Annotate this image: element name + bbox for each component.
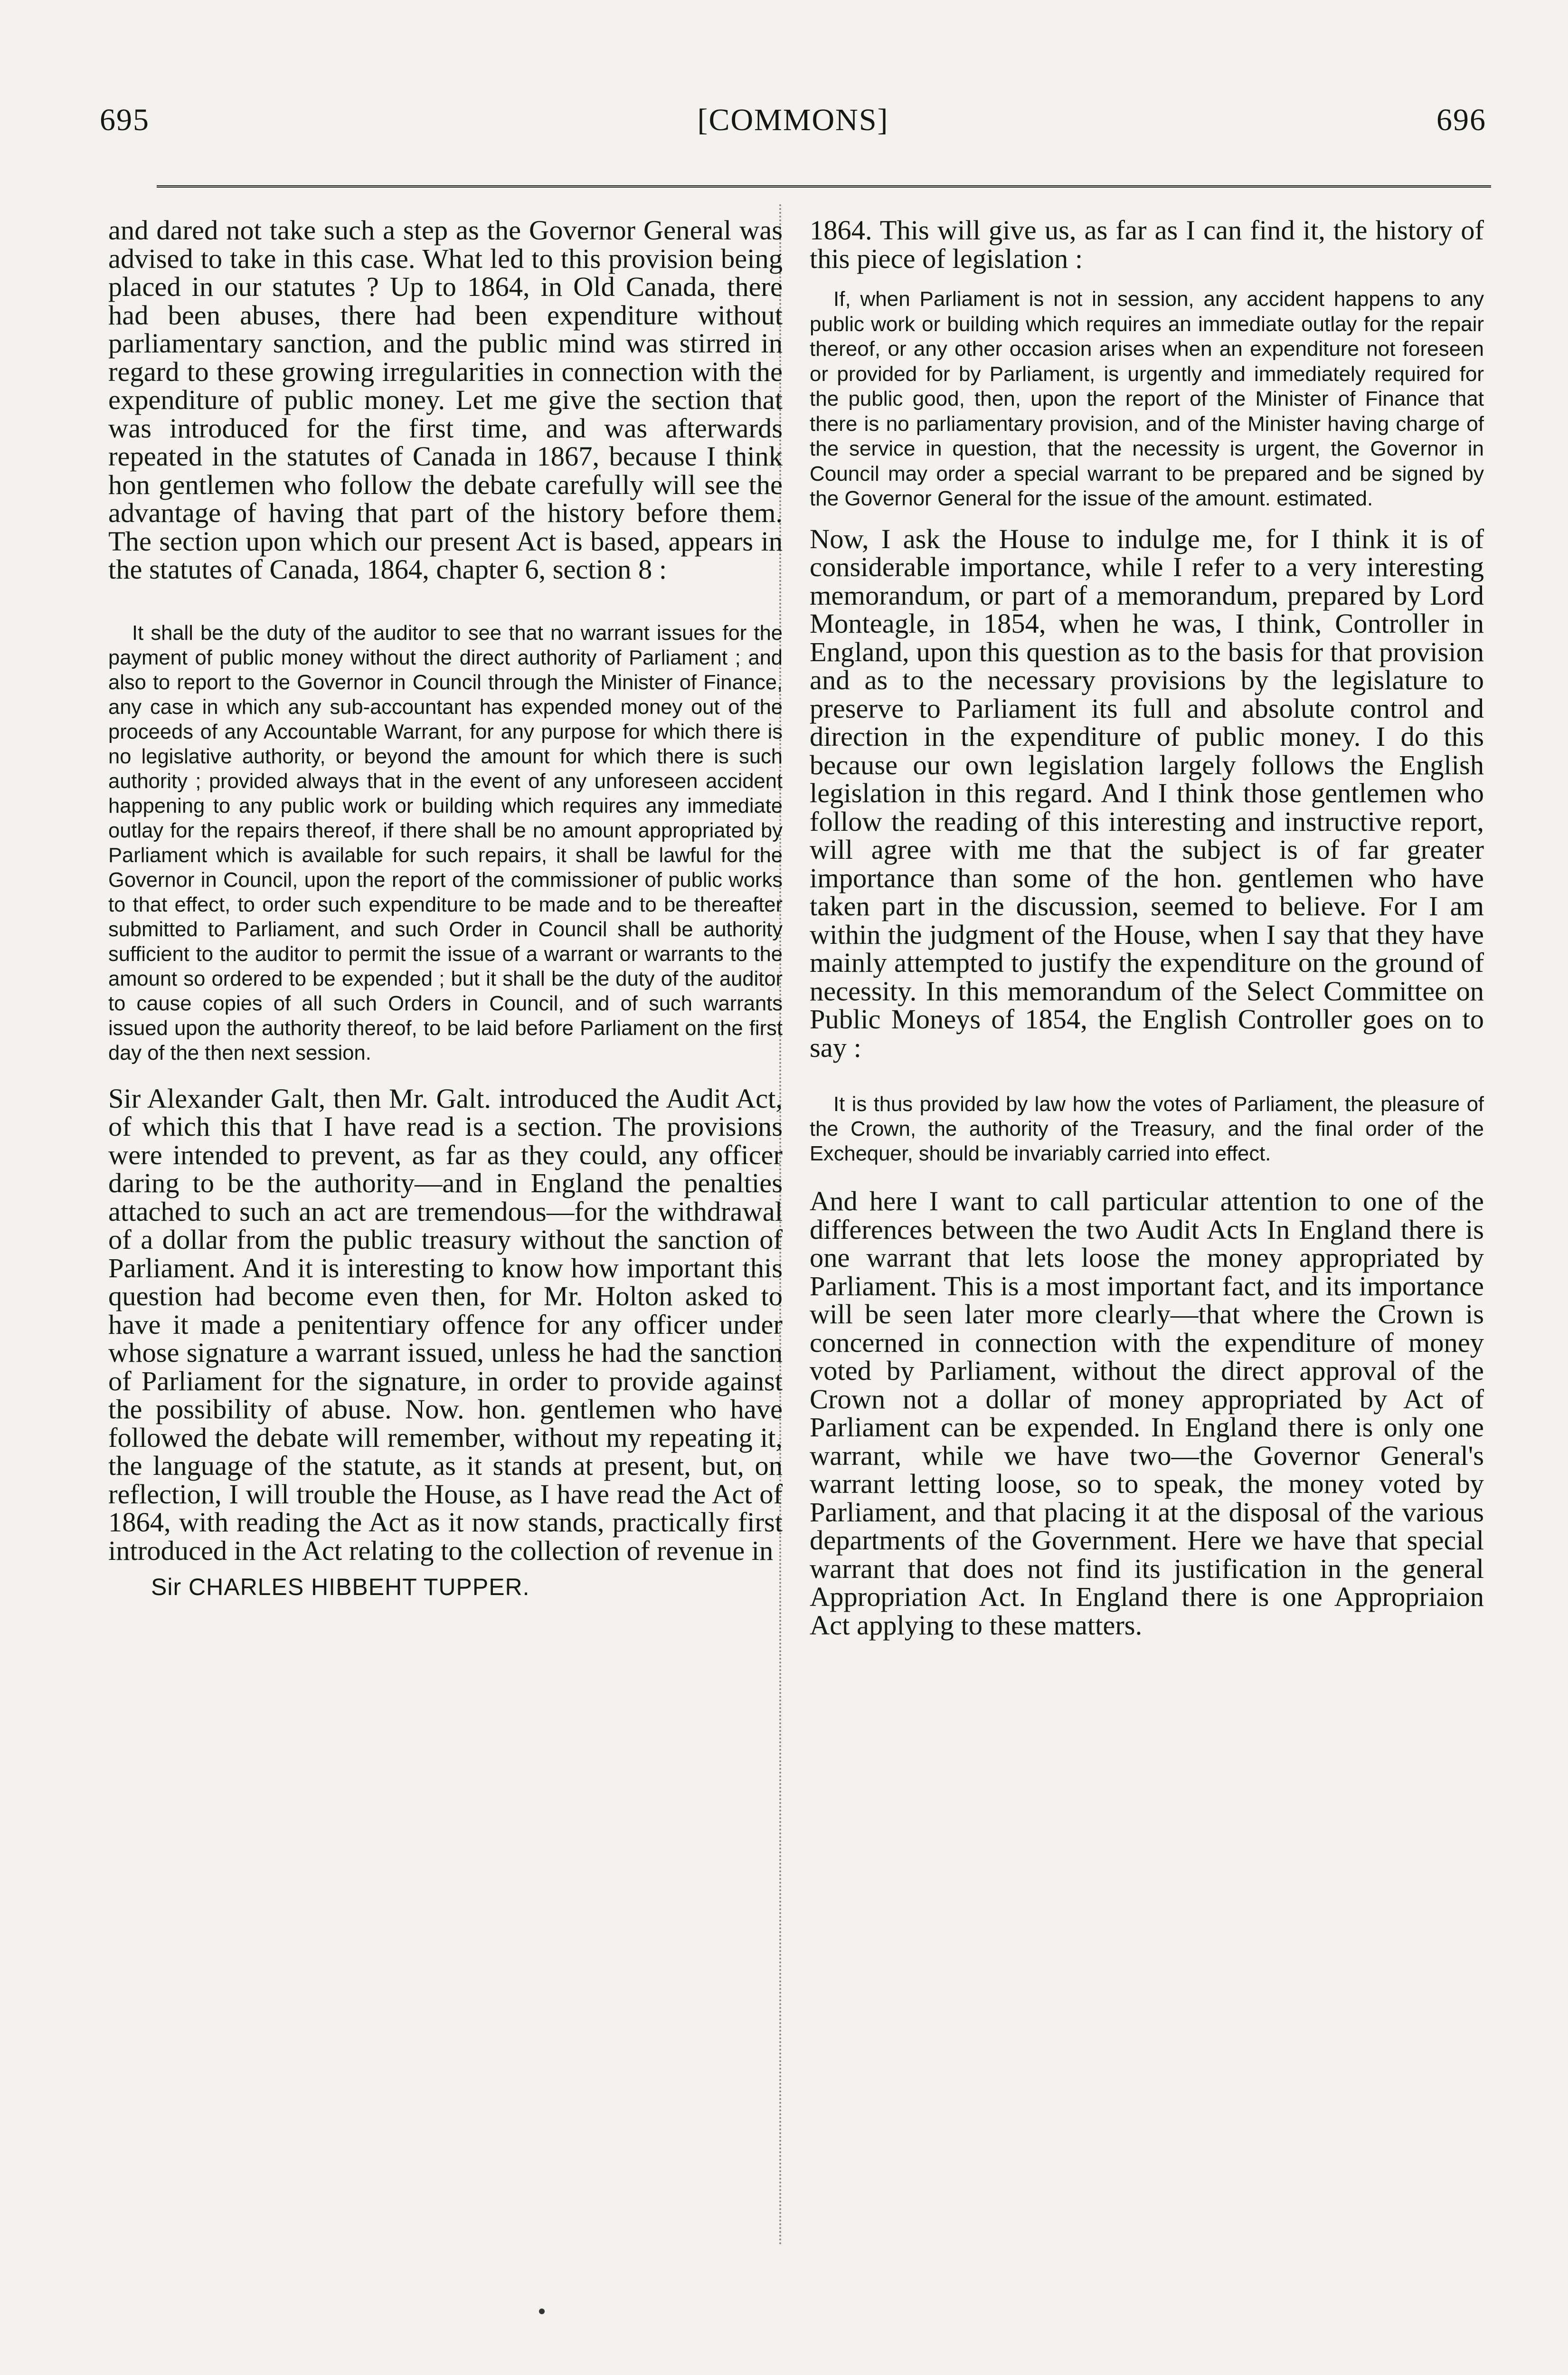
print-dot-mark	[539, 2308, 545, 2314]
right-column	[810, 216, 1484, 1639]
right-paragraph-1: 1864. This will give us, as far as I can find it, the history of this piece of legislation :	[810, 215, 1484, 274]
page-number-right: 696	[1436, 103, 1486, 137]
speaker-signature: Sir CHARLES HIBBEHT TUPPER.	[151, 1574, 530, 1600]
right-paragraph-2: Now, I ask the House to indulge me, for I think it is of considerable importance, while I refer to a very interesting memorandum, or part of a memorandum, prepared by Lord Monteagle, in 1854, when he was, I think, Controller in England, upon this question as to the basis for that provision and as to the necessary provisions by the legislature to preserve to Parliament its full and absolute control and direction in the expenditure of public money. I do this because our own legislation largely follows the English legislation in this regard. And I think those gentlemen who follow the reading of this interesting and instructive report, will agree with me that the subject is of far greater importance than some of the hon. gentlemen who have taken part in the discussion, seemed to believe. For I am within the judgment of the House, when I say that they have mainly attempted to justify the expenditure on the ground of necessity. In this memorandum of the Select Committee on Public Moneys of 1854, the English Controller goes on to say :	[810, 523, 1484, 1063]
left-paragraph-1: and dared not take such a step as the Governor General was advised to take in this case. What led to this provision being placed in our statutes ? Up to 1864, in Old Canada, there had been abuses, there had been expenditure without parliamentary sanction, and the public mind was stirred in regard to these growing irregularities in connection with the expenditure of public money. Let me give the section that was introduced for the first time, and was afterwards repeated in the statutes of Canada in 1867, because I think hon gentlemen who follow the debate carefully will see the advantage of having that part of the history before them. The section upon which our present Act is based, appears in the statutes of Canada, 1864, chapter 6, section 8 :	[108, 215, 783, 585]
page-header	[100, 102, 1486, 154]
header-rule	[157, 185, 1491, 188]
left-paragraph-2: Sir Alexander Galt, then Mr. Galt. introduced the Audit Act, of which this that I have read is a section. The provisions were intended to prevent, as far as they could, any officer daring to be the authority—and in England the penalties attached to such an act are tremendous—for the withdrawal of a dollar from the public treasury without the sanction of Parliament. And it is interesting to know how important this question had become even then, for Mr. Holton asked to have it made a penitentiary offence for any officer under whose signature a warrant issued, unless he had the sanction of Parliament for the signature, in order to provide against the possibility of abuse. Now. hon. gentlemen who have followed the debate will remember, without my repeating it, the language of the statute, as it stands at present, but, on reflection, I will trouble the House, as I have read the Act of 1864, with reading the Act as it now stands, practically first introduced in the Act relating to the collection of revenue in	[108, 1083, 783, 1566]
left-column	[108, 216, 783, 1602]
running-title: [COMMONS]	[697, 103, 889, 137]
right-quote-special-warrant: If, when Parliament is not in session, any accident happens to any public work or building which requires an immediate outlay for the repair thereof, or any other occasion arises when an expenditure not foreseen or provided for by Parliament, is urgently and immediately required for the public good, then, upon the report of the Minister of Finance that there is no parliamentary provision, and of the Minister having charge of the service in question, that the necessity is urgent, the Governor in Council may order a special warrant to be prepared and be signed by the Governor General for the issue of the amount. estimated.	[810, 287, 1484, 510]
left-quote-statute-1864: It shall be the duty of the auditor to see that no warrant issues for the payment of public money without the direct authority of Parliament ; and also to report to the Governor in Council through the Minister of Finance, any case in which any sub-accountant has expended money out of the proceeds of any Accountable Warrant, for any purpose for which there is no legislative authority, or beyond the amount for which there is such authority ; provided always that in the event of any unforeseen accident happening to any public work or building which requires any immediate outlay for the repairs thereof, if there shall be no amount appropriated by Parliament which is available for such repairs, it shall be lawful for the Governor in Council, upon the report of the commissioner of public works to that effect, to order such expenditure to be made and to be thereafter submitted to Parliament, and such Order in Council shall be authority sufficient to the auditor to permit the issue of a warrant or warrants to the amount so ordered to be expended ; but it shall be the duty of the auditor to cause copies of all such Orders in Council, and of such warrants issued upon the authority thereof, to be laid before Parliament on the first day of the then next session.	[108, 621, 783, 1064]
page-number-left: 695	[100, 103, 150, 137]
right-paragraph-3: And here I want to call particular attention to one of the differences between the two Audit Acts In England there is one warrant that lets loose the money appropriated by Parliament. This is a most important fact, and its importance will be seen later more clearly—that where the Crown is concerned in connection with the expenditure of money voted by Parliament, without the direct approval of the Crown not a dollar of money appropriated by Act of Parliament can be expended. In England there is only one warrant, while we have two—the Governor General's warrant letting loose, so to speak, the money voted by Parliament, and that placing it at the disposal of the various departments of the Government. Here we have that special warrant that does not find its justification in the general Appropriation Act. In England there is one Appropriaion Act applying to these matters.	[810, 1186, 1484, 1641]
right-quote-controller: It is thus provided by law how the votes of Parliament, the pleasure of the Crown, the authority of the Treasury, and the final order of the Exchequer, should be invariably carried into effect.	[810, 1093, 1484, 1165]
